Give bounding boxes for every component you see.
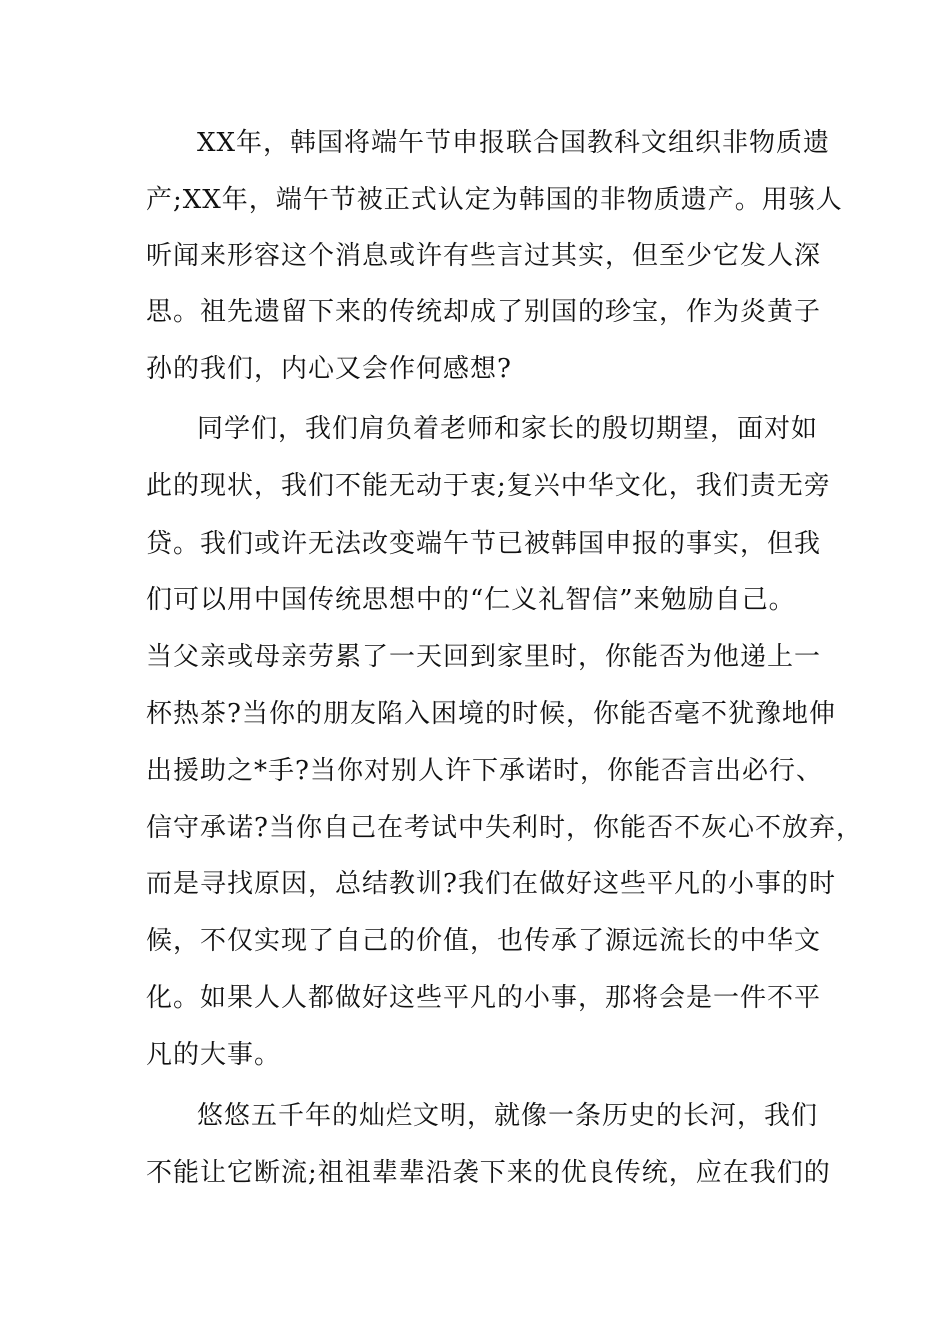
paragraph-2-line-2: 此的现状，我们不能无动于衷;复兴中华文化，我们责无旁 <box>146 471 831 501</box>
paragraph-1-line-2: 产;XX年，端午节被正式认定为韩国的非物质遗产。用骇人 <box>146 185 843 215</box>
paragraph-1-line-1: XX年，韩国将端午节申报联合国教科文组织非物质遗 <box>197 128 831 158</box>
paragraph-2-line-7: 出援助之*手?当你对别人许下承诺时，你能否言出必行、 <box>146 756 823 786</box>
paragraph-2-line-9: 而是寻找原因，总结教训?我们在做好这些平凡的小事的时 <box>146 869 836 899</box>
paragraph-2-line-10: 候，不仅实现了自己的价值，也传承了源远流长的中华文 <box>146 926 822 956</box>
paragraph-2-line-4: 们可以用中国传统思想中的“仁义礼智信”来勉励自己。 <box>146 585 796 615</box>
paragraph-2-line-3: 贷。我们或许无法改变端午节已被韩国申报的事实，但我 <box>146 529 822 559</box>
paragraph-1-line-5: 孙的我们，内心又会作何感想? <box>146 354 512 384</box>
paragraph-2-line-1: 同学们，我们肩负着老师和家长的殷切期望，面对如 <box>197 414 819 444</box>
paragraph-2-line-6: 杯热茶?当你的朋友陷入困境的时候，你能否毫不犹豫地伸 <box>146 699 836 729</box>
paragraph-3-line-2: 不能让它断流;祖祖辈辈沿袭下来的优良传统，应在我们的 <box>146 1158 831 1188</box>
paragraph-2-line-11: 化。如果人人都做好这些平凡的小事，那将会是一件不平 <box>146 983 822 1013</box>
paragraph-1-line-4: 思。祖先遗留下来的传统却成了别国的珍宝，作为炎黄子 <box>146 297 822 327</box>
paragraph-2-line-8: 信守承诺?当你自己在考试中失利时，你能否不灰心不放弃， <box>146 813 863 843</box>
paragraph-2-line-5: 当父亲或母亲劳累了一天回到家里时，你能否为他递上一 <box>146 642 822 672</box>
paragraph-1-line-3: 听闻来形容这个消息或许有些言过其实，但至少它发人深 <box>146 241 822 271</box>
paragraph-2-line-12: 凡的大事。 <box>146 1040 282 1070</box>
paragraph-3-line-1: 悠悠五千年的灿烂文明，就像一条历史的长河，我们 <box>197 1101 819 1131</box>
